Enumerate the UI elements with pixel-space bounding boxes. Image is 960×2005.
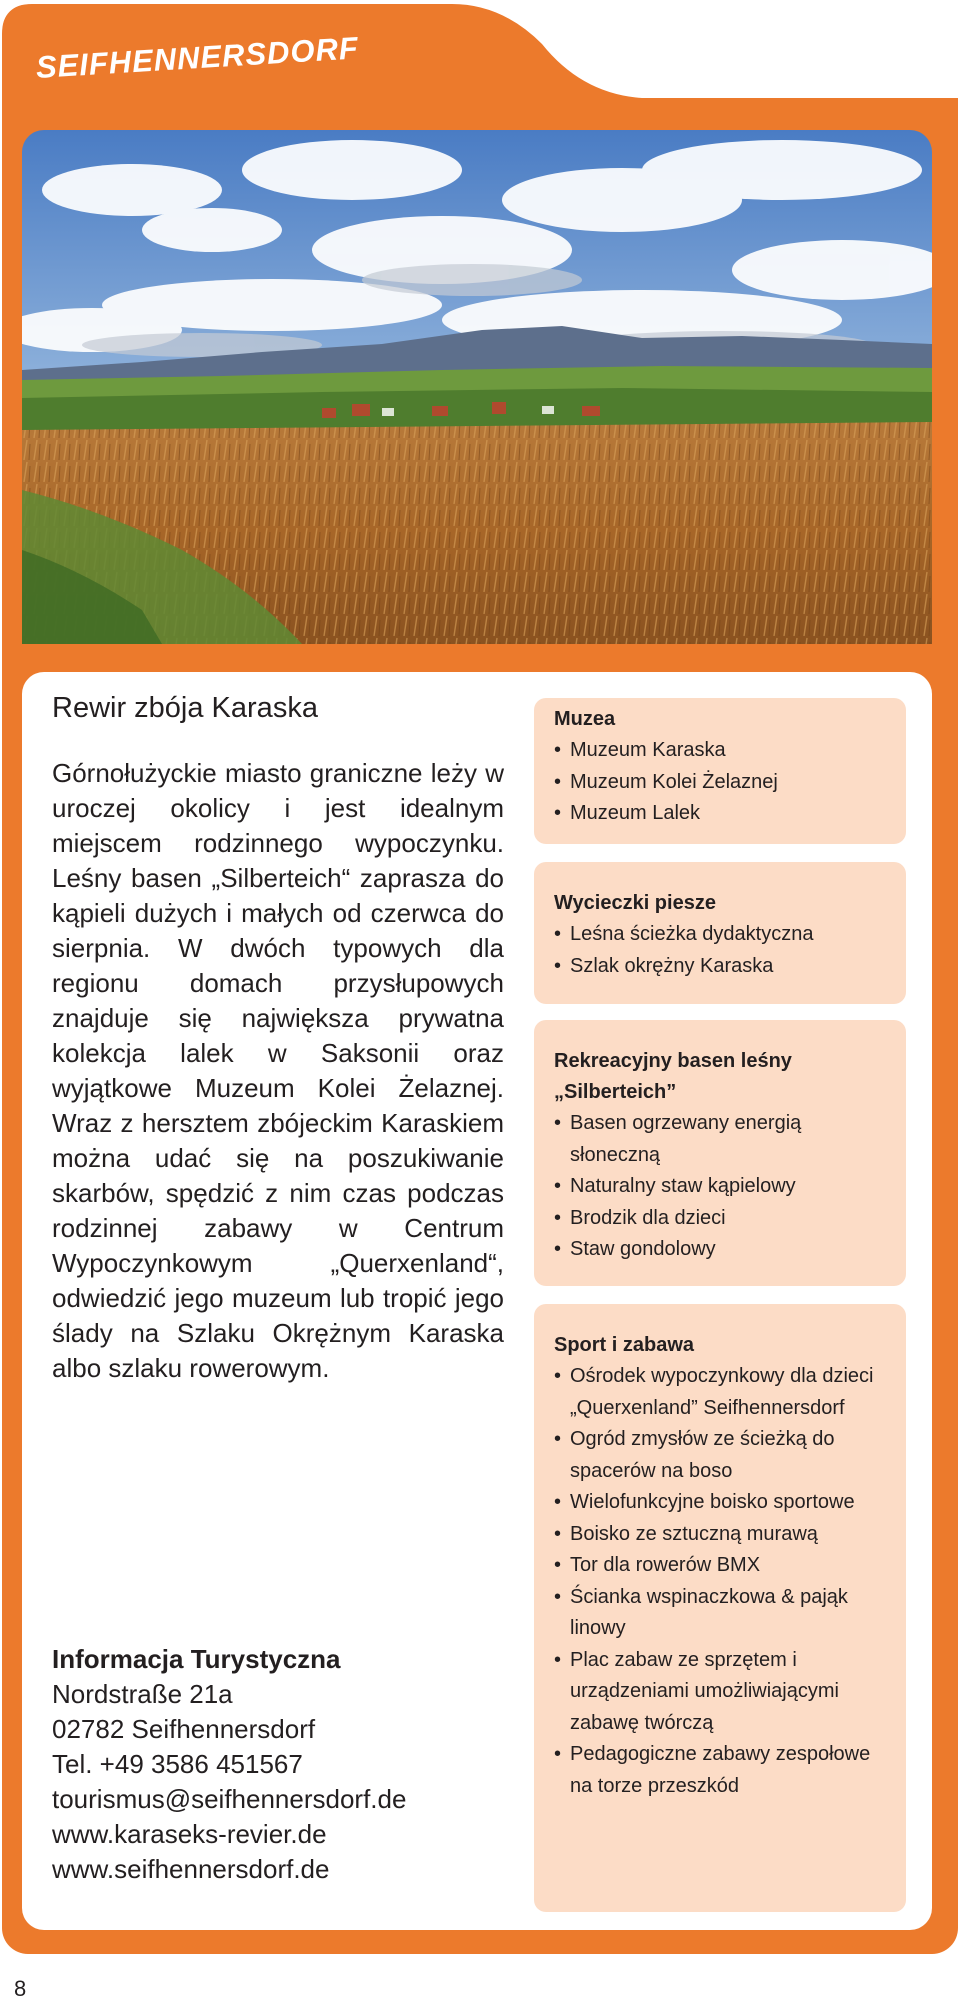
- tourist-info-title: Informacja Turystyczna: [52, 1644, 341, 1674]
- hiking-title: Wycieczki piesze: [554, 892, 716, 914]
- forest-pool-box: [534, 1020, 906, 1286]
- website-link-seifhennersdorf[interactable]: www.seifhennersdorf.de: [52, 1854, 330, 1884]
- list-item: • Boisko ze sztuczną murawą: [554, 1522, 818, 1545]
- hiking-box: [534, 862, 906, 1004]
- phone-number: Tel. +49 3586 451567: [52, 1749, 303, 1779]
- page-number: 8: [14, 1976, 27, 2001]
- list-item: • Wielofunkcyjne boisko sportowe: [554, 1491, 855, 1513]
- list-item: • Pedagogiczne zabawy zespołowe na torze przeszkód: [554, 1743, 871, 1797]
- list-item: • Ścianka wspinaczkowa & pająk linowy: [554, 1585, 848, 1639]
- list-item: • Muzeum Kolei Żelaznej: [554, 770, 778, 793]
- list-item: • Tor dla rowerów BMX: [554, 1554, 761, 1576]
- sport-box: [534, 1304, 906, 1912]
- list-item: • Naturalny staw kąpielowy: [554, 1175, 796, 1197]
- forest-pool-title: Rekreacyjny basen leśny „Silberteich”: [554, 1050, 792, 1103]
- website-link-karaseks[interactable]: www.karaseks-revier.de: [52, 1819, 327, 1849]
- list-item: • Muzeum Lalek: [554, 802, 701, 824]
- landscape-photo: [22, 130, 932, 644]
- email-link[interactable]: tourismus@seifhennersdorf.de: [52, 1784, 407, 1814]
- museums-title: Muzea: [554, 708, 616, 730]
- article-title: Rewir zbója Karaska: [52, 692, 318, 724]
- region-name: SEIFHENNERSDORF: [34, 30, 360, 85]
- article-body: Górnołużyckie miasto graniczne leży w uroczej okolicy i jest idealnym miejscem rodzinnego wypoczynku. Leśny basen „Silberteich“ zaprasza do kąpieli dużych i małych od czerwca do sierpnia. W dwóch typowych dla regionu domach przysłupowych znajduje się największa prywatna kolekcja lalek w Saksonii oraz wyjątkowe Muzeum Kolei Żelaznej. Wraz z hersztem zbójeckim Karaskiem można udać się na poszukiwanie skarbów, spędzić z nim czas podczas rodzinnej zabawy w Centrum Wypoczynkowym „Querxenland“, odwiedzić jego muzeum lub tropić jego ślady na Szlaku Okrężnym Karaska albo szlaku rowerowym.: [52, 758, 504, 1383]
- list-item: • Basen ogrzewany energią słoneczną: [554, 1112, 802, 1166]
- list-item: • Ogród zmysłów ze ścieżką do spacerów na boso: [554, 1428, 835, 1482]
- list-item: • Szlak okrężny Karaska: [554, 954, 774, 977]
- address-street: Nordstraße 21a: [52, 1679, 233, 1709]
- content-panel: [22, 672, 932, 1930]
- address-city: 02782 Seifhennersdorf: [52, 1714, 316, 1744]
- list-item: • Leśna ścieżka dydaktyczna: [554, 923, 814, 945]
- landscape-icon: [22, 130, 932, 644]
- list-item: • Staw gondolowy: [554, 1238, 716, 1260]
- tourist-info: [52, 1642, 522, 1887]
- list-item: • Ośrodek wypoczynkowy dla dzieci „Querxenland” Seifhennersdorf: [554, 1365, 874, 1419]
- museums-box: [534, 698, 906, 844]
- sport-title: Sport i zabawa: [554, 1334, 695, 1356]
- list-item: • Muzeum Karaska: [554, 739, 726, 761]
- list-item: • Brodzik dla dzieci: [554, 1206, 726, 1229]
- list-item: • Plac zabaw ze sprzętem i urządzeniami umożliwiającymi zabawę twórczą: [554, 1648, 839, 1734]
